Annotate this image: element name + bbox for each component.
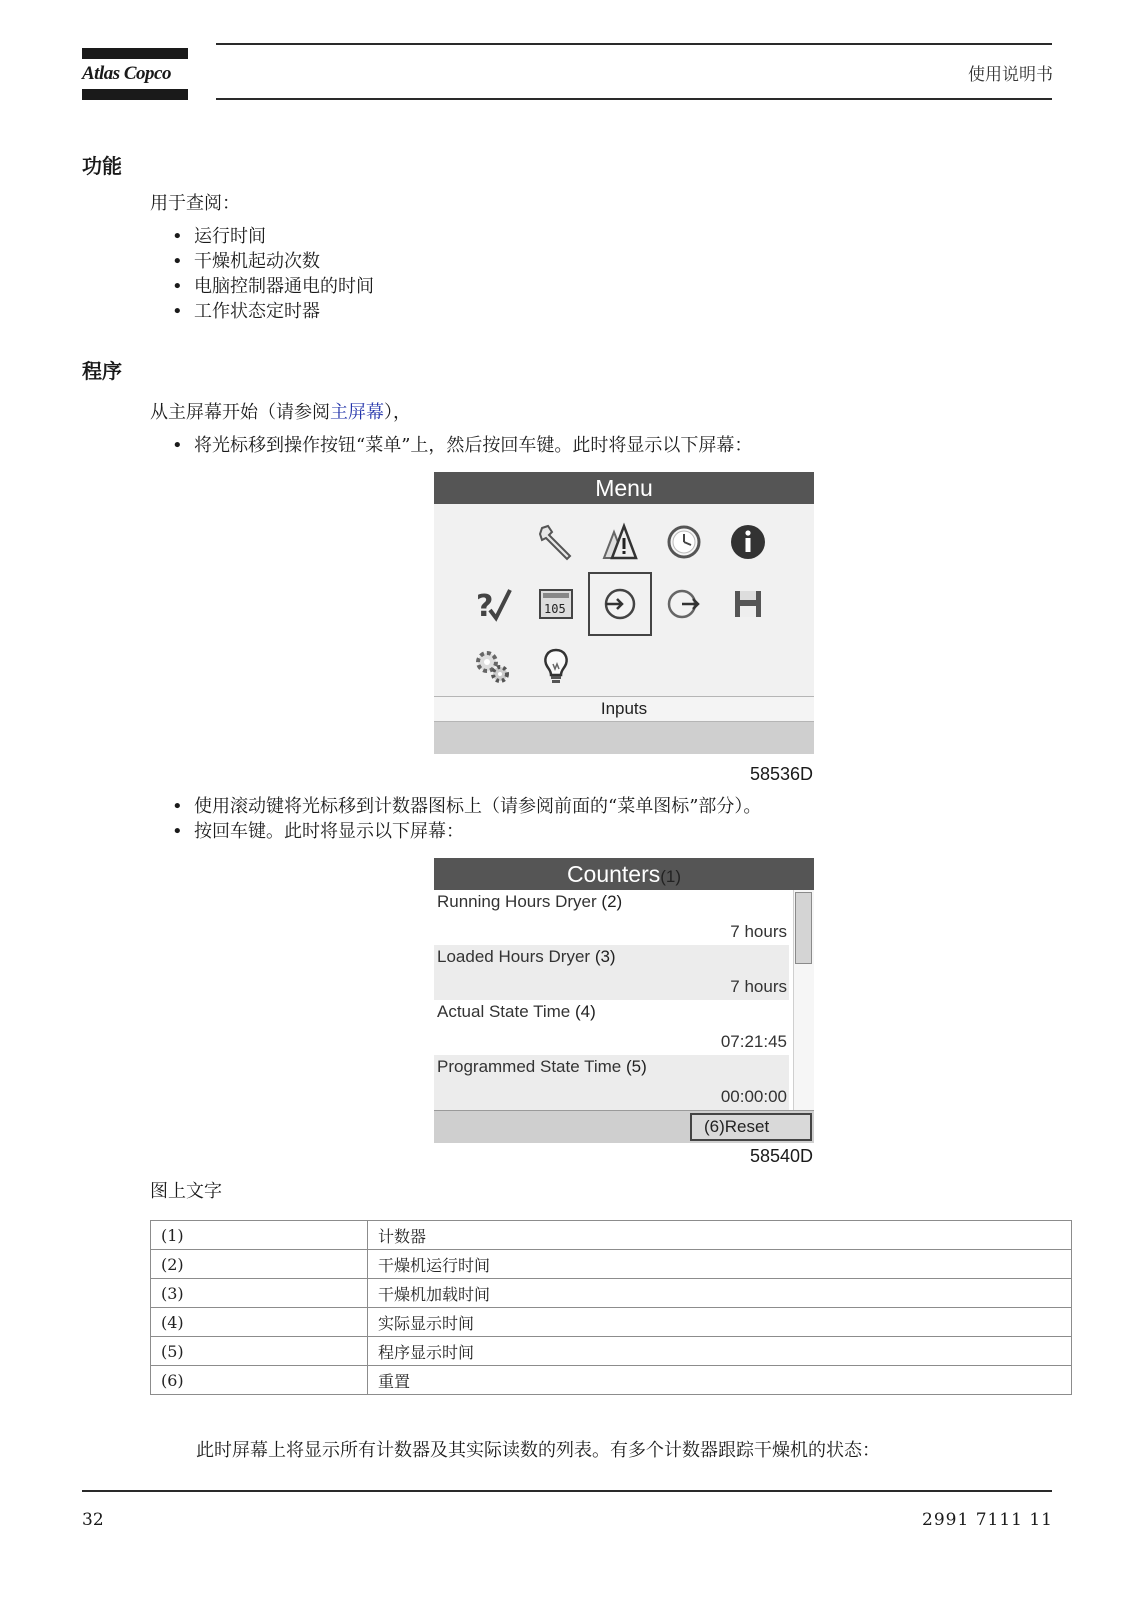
heading-procedure: 程序 [82,359,122,383]
wrench-icon[interactable] [534,520,578,564]
heading-function: 功能 [82,154,122,178]
footer-rule [82,1490,1052,1492]
counters-screen [434,858,814,1143]
menu-icon-grid [434,504,814,696]
menu-screen-footer [434,721,814,754]
procedure-steps-2-3 [172,794,761,844]
counter-icon[interactable] [534,582,578,626]
atlas-copco-logo [82,48,188,100]
counters-screen-title: Counters(1) [434,858,814,890]
lightbulb-icon[interactable] [534,644,578,688]
reset-button[interactable]: (6)Reset [690,1113,812,1141]
logo-bar-bottom [82,89,188,100]
legend-table [150,1220,1072,1395]
callout-5: (5) [625,1057,647,1076]
procedure-intro: 从主屏幕开始（请参阅主屏幕）， [150,402,411,423]
counters-screen-footer [434,1110,814,1143]
counter-value: 7 hours [730,922,787,941]
list-item: • 使用滚动键将光标移到计数器图标上（请参阅前面的“菜单图标”部分）。 [172,796,762,817]
figure-id-counters: 58540D [750,1146,814,1166]
table-row: (4) 实际显示时间 [151,1308,1072,1337]
counter-value: 07:21:45 [720,1032,787,1051]
list-item: • 按回车键。此时将显示以下屏幕： [172,821,464,842]
table-row: (1) 计数器 [151,1221,1072,1250]
save-icon[interactable] [726,582,770,626]
document-number: 2991 7111 11 [922,1510,1053,1530]
counter-scrollbar[interactable] [793,890,814,1110]
list-item: • 电脑控制器通电的时间 [172,276,374,297]
svg-text:105: 105 [544,602,566,616]
counter-value: 00:00:00 [720,1087,787,1106]
figure-id-menu: 58536D [750,764,814,784]
function-intro: 用于查阅： [150,193,240,214]
table-row: (2) 干燥机运行时间 [151,1250,1072,1279]
counter-row-programmed-state-time[interactable]: Programmed State Time (5) 00:00:00 [434,1055,789,1110]
logo-bar-top [82,48,188,59]
clock-icon[interactable] [662,520,706,564]
menu-screen-title: Menu [434,472,814,504]
list-item: • 工作状态定时器 [172,301,320,322]
logo-wordmark: Atlas Copco [82,63,171,84]
outputs-icon[interactable] [662,582,706,626]
document-title: 使用说明书 [968,65,1053,85]
procedure-step1 [172,433,752,458]
menu-screen [434,472,814,754]
legend-title: 图上文字 [150,1181,222,1202]
page-number: 32 [82,1510,104,1530]
header-rule-bottom [216,98,1052,100]
list-item: • 运行时间 [172,226,266,247]
table-row: (5) 程序显示时间 [151,1337,1072,1366]
counter-row-loaded-hours[interactable]: Loaded Hours Dryer (3) 7 hours [434,945,789,1000]
callout-2: (2) [601,892,623,911]
counter-value: 7 hours [730,977,787,996]
info-icon[interactable] [726,520,770,564]
table-row: (6) 重置 [151,1366,1072,1395]
main-screen-link[interactable]: 主屏幕 [330,402,384,423]
svg-text:?: ? [476,589,494,624]
inputs-icon[interactable] [598,582,642,626]
menu-status-label: Inputs [434,696,814,721]
function-bullet-list [172,224,374,324]
counter-row-running-hours[interactable]: Running Hours Dryer (2) 7 hours [437,892,787,941]
list-item: • 将光标移到操作按钮“菜单”上，然后按回车键。此时将显示以下屏幕： [172,435,753,456]
scrollbar-thumb[interactable] [795,892,812,964]
callout-4: (4) [574,1002,596,1021]
callout-6: (6) [704,1117,725,1136]
closing-paragraph: 此时屏幕上将显示所有计数器及其实际读数的列表。有多个计数器跟踪干燥机的状态： [196,1440,880,1461]
callout-3: (3) [594,947,616,966]
question-check-icon[interactable] [470,582,514,626]
gears-icon[interactable] [470,644,514,688]
warning-triangles-icon[interactable] [598,520,642,564]
counter-list [434,890,814,1110]
table-row: (3) 干燥机加载时间 [151,1279,1072,1308]
callout-1: (1) [660,867,682,886]
header-rule-top [216,43,1052,45]
counter-row-actual-state-time[interactable]: Actual State Time (4) 07:21:45 [437,1002,787,1051]
list-item: • 干燥机起动次数 [172,251,320,272]
